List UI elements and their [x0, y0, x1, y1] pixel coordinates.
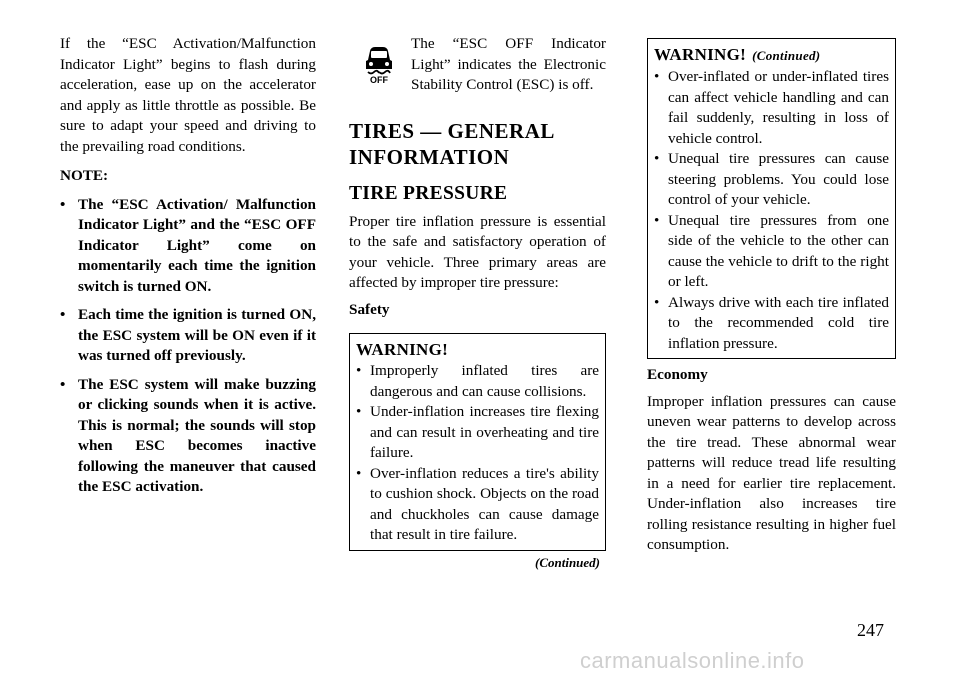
warning-box — [349, 333, 606, 551]
warning-item: • Unequal tire pressures from one side of the vehicle to the other can cause the vehicle to drift to the right or left. — [654, 211, 889, 293]
warning-list — [356, 361, 599, 546]
warning-item: • Under-inflation increases tire flexing and can result in overheating and tire failure. — [356, 402, 599, 464]
warning-continued-label: (Continued) — [752, 48, 821, 63]
page-number: 247 — [857, 620, 884, 640]
column-right — [647, 34, 896, 556]
warning-box-continued — [647, 38, 896, 359]
esc-off-indicator-row — [349, 34, 606, 96]
note-item: • The ESC system will make buzzing or clicking sounds when it is active. This is normal; the sounds will stop when ESC becomes inactive following the maneuver that caused the ESC activation. — [60, 375, 316, 498]
watermark: carmanualsonline.info — [580, 648, 805, 673]
warning-item: • Over-inflation reduces a tire's ability to cushion shock. Objects on the road and chuckholes can cause damage that result in tire failure. — [356, 464, 599, 546]
esc-flash-paragraph: If the “ESC Activation/Malfunction Indicator Light” begins to flash during acceleration, ease up on the accelerator and apply as little throttle as possible. Be sure to adapt your speed and driving to the prevailing road conditions. — [60, 35, 316, 155]
continued-label: (Continued) — [534, 554, 600, 570]
economy-label: Economy — [647, 366, 708, 383]
warning-title-text: WARNING! — [654, 45, 747, 64]
note-item: • The “ESC Activation/ Malfunction Indicator Light” and the “ESC OFF Indicator Light” come on momentarily each time the ignition switch is turned ON. — [60, 195, 316, 298]
subsection-heading: TIRE PRESSURE — [349, 182, 508, 204]
warning-item: • Improperly inflated tires are dangerous and can cause collisions. — [356, 361, 599, 402]
warning-title — [654, 44, 889, 67]
warning-title: WARNING! — [356, 340, 449, 359]
economy-paragraph: Improper inflation pressures can cause uneven wear patterns to develop across the tire tread. These abnormal wear patterns will reduce tread life resulting in a need for earlier tire replacement. Under-inflation also increases tire rolling resistance resulting in higher fuel consumption. — [647, 392, 896, 553]
tire-pressure-paragraph: Proper tire inflation pressure is essential to the safe and satisfactory operation of your vehicle. Three primary areas are affected by improper tire pressure: — [349, 212, 606, 291]
note-list — [60, 195, 316, 498]
column-left — [60, 34, 316, 498]
section-heading: TIRES — GENERAL INFORMATION — [349, 118, 554, 169]
note-item: • Each time the ignition is turned ON, the ESC system will be ON even if it was turned off previously. — [60, 305, 316, 367]
safety-label: Safety — [349, 300, 390, 318]
warning-item: • Unequal tire pressures can cause steering problems. You could lose control of your vehicle. — [654, 149, 889, 211]
column-middle — [349, 34, 606, 571]
note-label: NOTE: — [60, 167, 109, 184]
warning-item: • Over-inflated or under-inflated tires can affect vehicle handling and can fail suddenly, resulting in loss of vehicle control. — [654, 67, 889, 149]
warning-list — [654, 67, 889, 354]
warning-item: • Always drive with each tire inflated to the recommended cold tire inflation pressure. — [654, 293, 889, 355]
svg-text:OFF: OFF — [370, 75, 388, 84]
esc-off-description: The “ESC OFF Indicator Light” indicates the Electronic Stability Control (ESC) is off. — [411, 35, 606, 93]
esc-off-icon — [361, 42, 397, 84]
